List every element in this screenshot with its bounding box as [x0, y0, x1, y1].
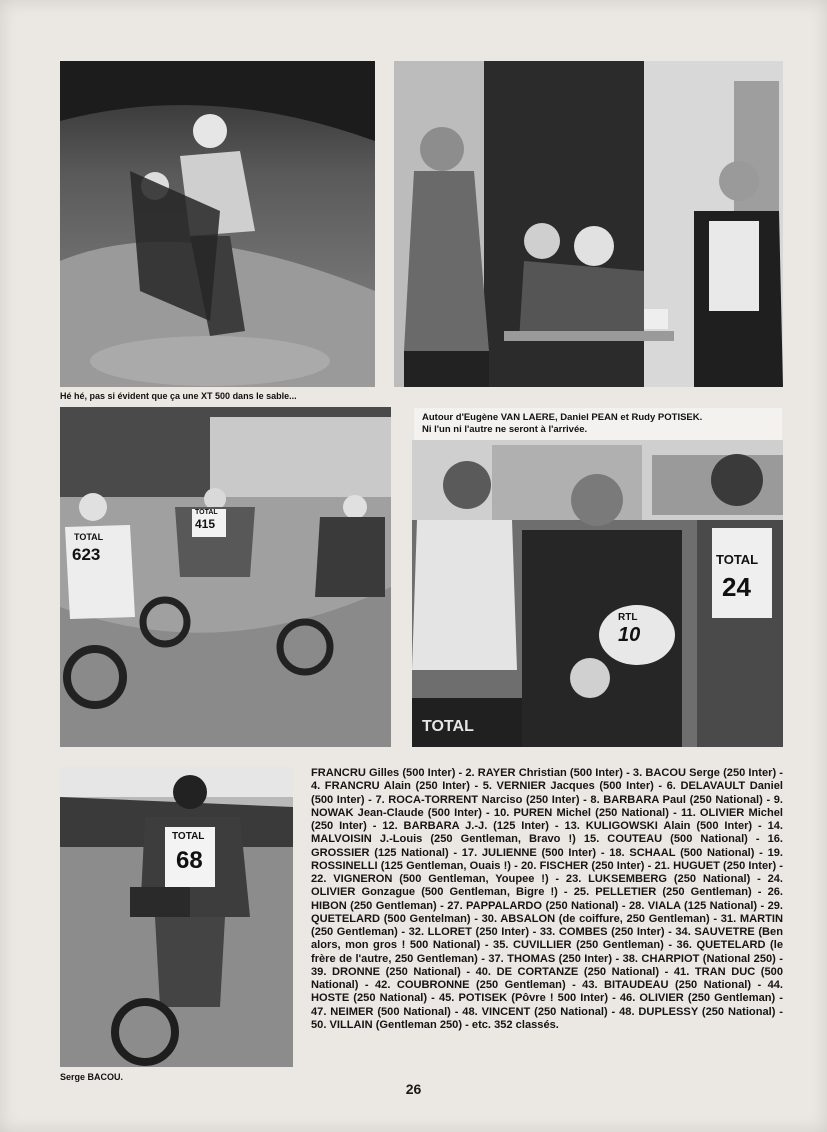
- plate-rtl: RTL: [618, 612, 638, 623]
- photo-rider-in-sand: [60, 61, 375, 387]
- plate-number-10: 10: [618, 624, 641, 646]
- caption-group-line-1: Autour d'Eugène VAN LAERE, Daniel PEAN et Rudy POTISEK.: [422, 412, 703, 423]
- photo-van-laere-pean-potisek: [412, 440, 783, 747]
- caption-group-line-2: Ni l'un ni l'autre ne seront à l'arrivée.: [422, 424, 588, 435]
- bib-number-415: 415: [195, 517, 216, 531]
- photo-commentators: [394, 61, 783, 387]
- bib-number-24: 24: [722, 572, 751, 602]
- photo-race-riders: [60, 407, 391, 747]
- bib-label-total-68: TOTAL: [172, 831, 205, 842]
- photo-serge-bacou: [60, 767, 293, 1067]
- page-number: 26: [405, 1081, 422, 1097]
- bib-label-total-623: TOTAL: [74, 532, 104, 542]
- bib-number-623: 623: [72, 545, 101, 564]
- bib-label-total-415: TOTAL: [195, 509, 218, 516]
- caption-serge-bacou: Serge BACOU.: [60, 1072, 124, 1082]
- caption-group-photo: [414, 408, 782, 440]
- race-results-text: FRANCRU Gilles (500 Inter) - 2. RAYER Christian (500 Inter) - 3. BACOU Serge (250 Inter) - 4. FRANCRU Alain (250 Inter) - 5. VERNIER Jacques (500 Inter) - 6. DELAVAULT Daniel (500 Inter) - 7. ROCA-TORRENT Narciso (250 Inter) - 8. BARBARA Paul (250 National) - 9. NOWAK Jean-Claude (500 Inter) - 10. PUREN Michel (250 National) - 11. OLIVIER Michel (250 Inter) - 12. BARBARA J.-J. (125 Inter) - 13. KULIGOWSKI Alain (500 Inter) - 14. MALVOISIN J.-Louis (250 Gentleman, Bravo !) 15. COUTEAU (500 National) - 16. GROSSIER (125 National) - 17. JULIENNE (500 Inter) - 18. SCHAAL (500 National) - 19. ROSSINELLI (125 Gentleman, Ouais !) - 20. FISCHER (250 Inter) - 21. HUGUET (250 Inter) - 22. VIGNERON (500 Gentleman, Youpee !) - 23. LUKSEMBERG (250 National) - 24. OLIVIER Gonzague (500 Gentleman, Bigre !) - 25. PELLETIER (250 Gentleman) - 26. HIBON (250 Gentleman) - 27. PAPPALARDO (250 National) - 28. VIALA (125 National) - 29. QUETELARD (500 Gentelman) - 30. ABSALON (de coiffure, 250 Gentleman) - 31. MARTIN (250 Gentleman) - 32. LLORET (250 Inter) - 33. COMBES (250 Inter) - 34. SAUVETRE (Ben alors, mon gros ! 500 National) - 35. CUVILLIER (250 Gentleman) - 36. QUETELARD (le frère de l'autre, 250 Gentleman) - 37. THOMAS (250 Inter) - 38. CHARPIOT (National 250) - 39. DRONNE (250 National) - 40. DE CORTANZE (250 National) - 41. TRAN DUC (500 National) - 42. COUBRONNE (250 Gentleman) - 43. BITAUDEAU (250 National) - 44. HOSTE (250 National) - 45. POTISEK (Pôvre ! 500 Inter) - 46. OLIVIER (250 Gentleman) - 47. NEIMER (500 National) - 48. VINCENT (250 National) - 48. DUPLESSY (250 National) - 50. VILLAIN (Gentleman 250) - etc. 352 classés.: [311, 767, 783, 1031]
- bib-label-total-24: TOTAL: [716, 552, 759, 567]
- caption-top-left: Hé hé, pas si évident que ça une XT 500 dans le sable...: [60, 391, 297, 401]
- bib-number-68: 68: [176, 847, 203, 874]
- total-banner: TOTAL: [422, 718, 474, 735]
